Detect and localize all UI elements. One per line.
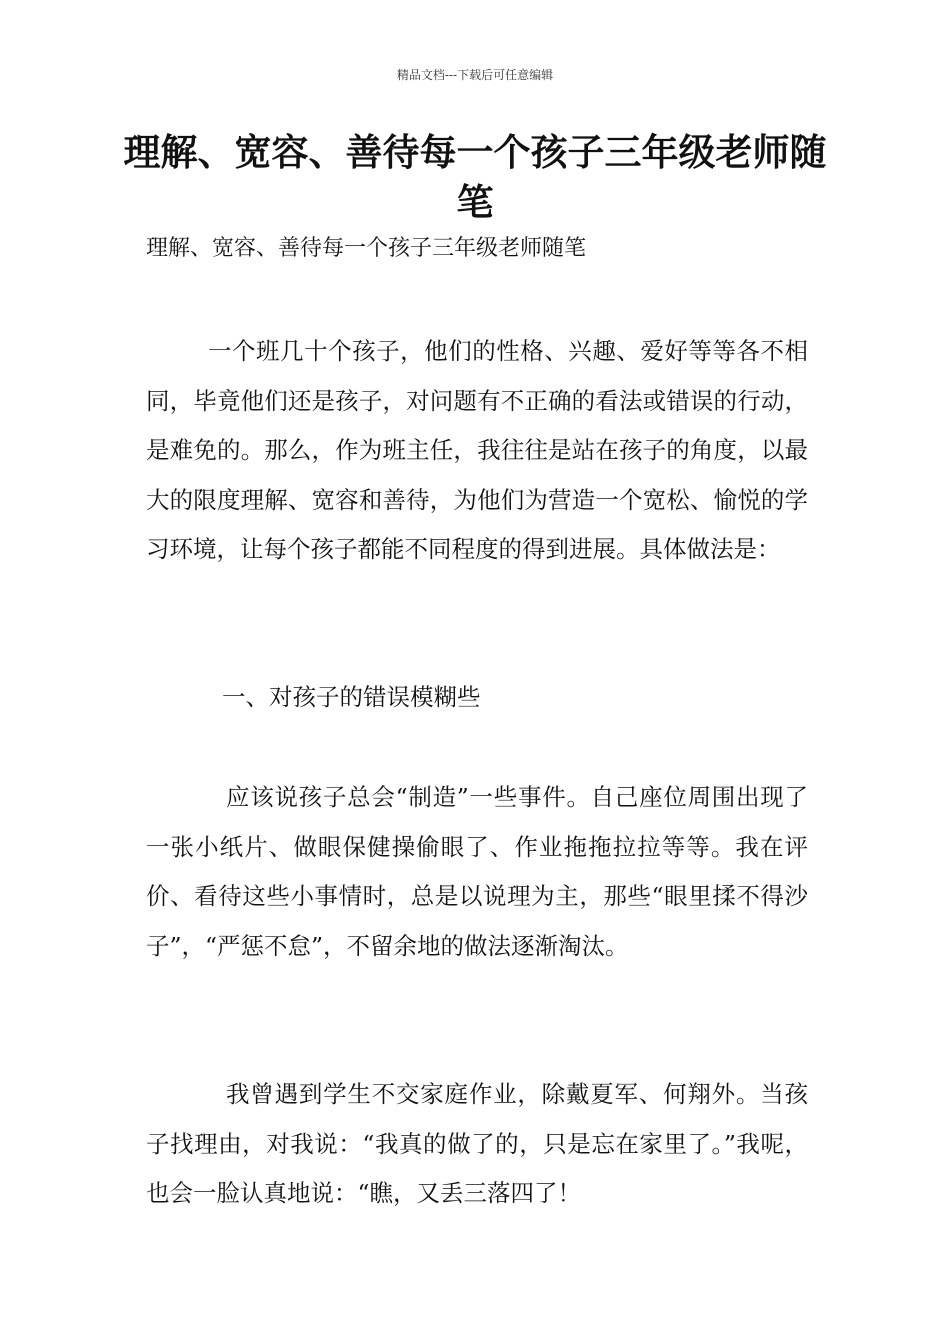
paragraph-intro: 一个班几十个孩子，他们的性格、兴趣、爱好等等各不相同，毕竟他们还是孩子，对问题有不正确的看法或错误的行动，是难免的。那么，作为班主任，我往往是站在孩子的角度，以最大的限度理解、宽容和善待，为他们为营造一个宽松、愉悦的学习环境，让每个孩子都能不同程度的得到进展。具体做法是： (146, 337, 808, 563)
paragraph-example: 我曾遇到学生不交家庭作业，除戴夏军、何翔外。当孩子找理由，对我说：“我真的做了的，只是忘在家里了。”我呢，也会一脸认真地说：“瞧，又丢三落四了！ (146, 1080, 808, 1207)
document-title: 理解、宽容、善待每一个孩子三年级老师随笔 (123, 131, 827, 224)
section-heading-1: 一、对孩子的错误模糊些 (222, 683, 481, 711)
paragraph-section-1: 应该说孩子总会“制造”一些事件。自己座位周围出现了一张小纸片、做眼保健操偷眼了、作业拖拖拉拉等等。我在评价、看待这些小事情时，总是以说理为主，那些“眼里揉不得沙子”，“严惩不怠”，不留余地的做法逐渐淘汰。 (146, 783, 808, 960)
header-note: 精品文档---下载后可任意编辑 (396, 68, 554, 82)
document-subtitle: 理解、宽容、善待每一个孩子三年级老师随笔 (146, 236, 587, 261)
